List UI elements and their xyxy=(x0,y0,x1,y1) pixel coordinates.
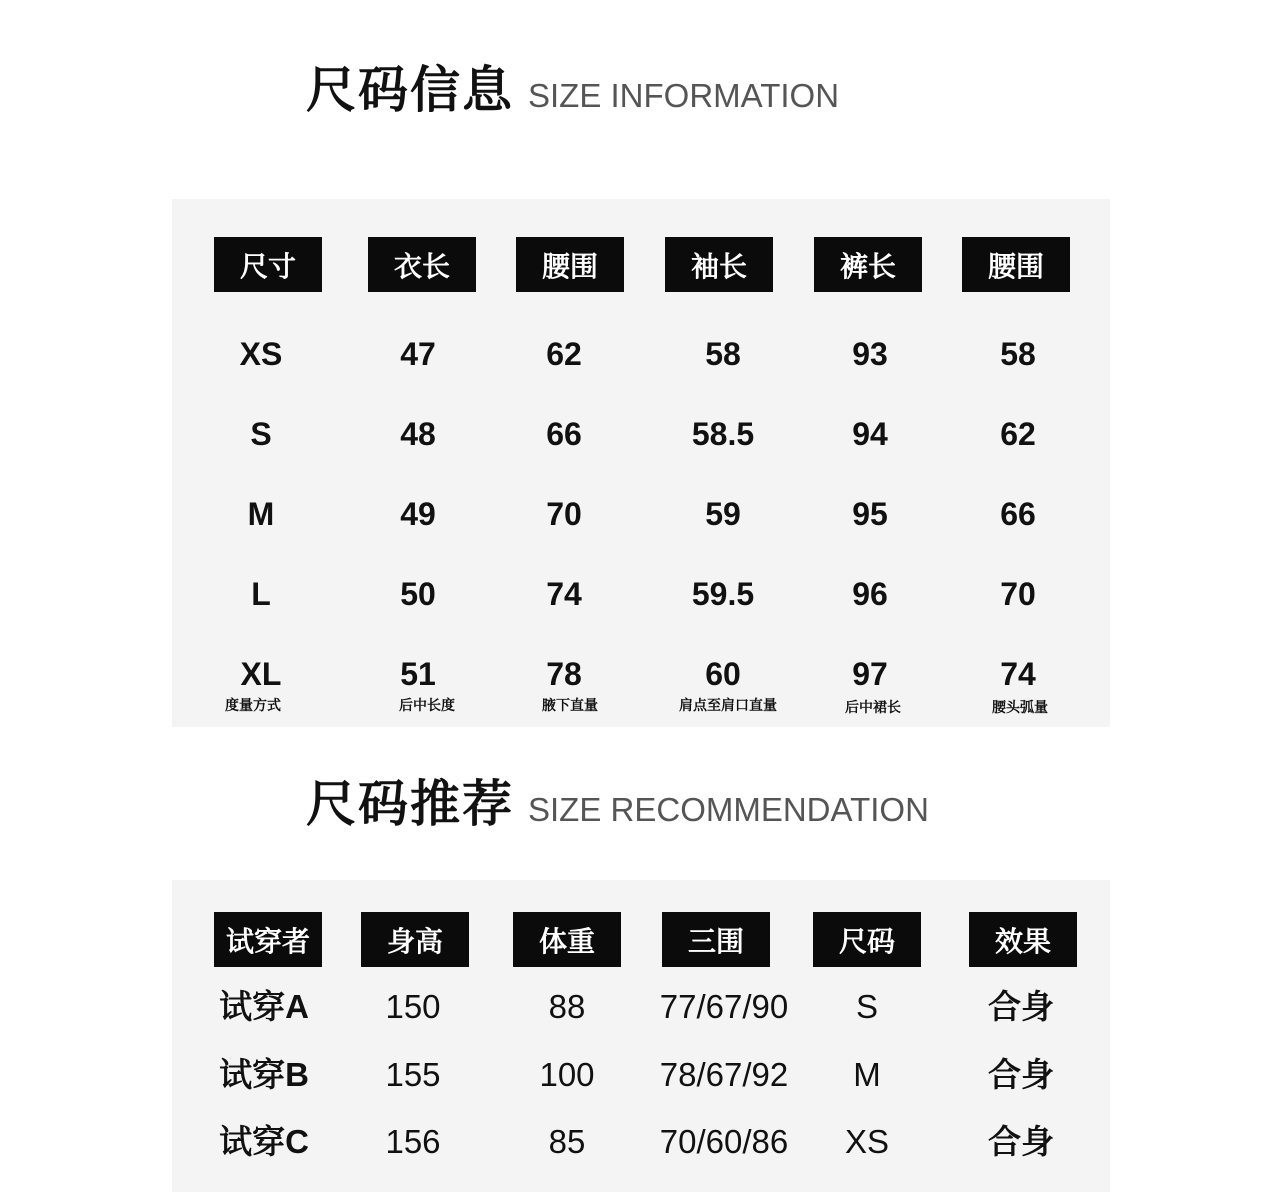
size-info-note: 度量方式 xyxy=(225,698,281,714)
size-info-header-pants-length: 裤长 xyxy=(814,237,922,292)
size-info-cell: 74 xyxy=(1000,656,1036,692)
size-recommend-cell: 试穿A xyxy=(219,988,309,1025)
size-recommend-header-tester: 试穿者 xyxy=(214,912,322,967)
size-info-cell: 48 xyxy=(400,416,436,452)
size-info-cell: M xyxy=(247,496,275,532)
size-info-note: 腰头弧量 xyxy=(992,700,1048,716)
size-info-cell: 66 xyxy=(1000,496,1036,532)
size-recommend-cell: 合身 xyxy=(988,988,1054,1025)
size-info-cell: 51 xyxy=(400,656,436,692)
size-recommend-cell: M xyxy=(853,1056,881,1093)
size-info-cell: 59.5 xyxy=(691,576,755,612)
size-info-title xyxy=(306,50,839,122)
size-info-note: 肩点至肩口直量 xyxy=(679,698,777,714)
size-recommend-cell: XS xyxy=(844,1123,890,1160)
size-info-header-waist: 腰围 xyxy=(516,237,624,292)
size-recommend-cell: 78/67/92 xyxy=(659,1056,789,1093)
size-info-cell: 49 xyxy=(400,496,436,532)
size-recommend-title-cn: 尺码推荐 xyxy=(306,775,514,833)
size-info-cell: 60 xyxy=(705,656,741,692)
size-info-cell: 50 xyxy=(400,576,436,612)
size-info-cell: 74 xyxy=(546,576,582,612)
size-recommend-header-weight: 体重 xyxy=(513,912,621,967)
size-recommend-header-fit: 效果 xyxy=(969,912,1077,967)
size-info-cell: 78 xyxy=(546,656,582,692)
size-recommend-cell: S xyxy=(855,988,878,1025)
size-info-cell: 59 xyxy=(705,496,741,532)
size-info-cell: 95 xyxy=(852,496,888,532)
size-info-title-cn: 尺码信息 xyxy=(306,61,514,119)
size-info-header-size: 尺寸 xyxy=(214,237,322,292)
size-info-note: 后中裙长 xyxy=(845,700,901,716)
size-recommend-cell: 156 xyxy=(385,1123,441,1160)
size-recommend-cell: 150 xyxy=(385,988,441,1025)
size-info-table xyxy=(172,199,1110,727)
size-info-header-sleeve: 袖长 xyxy=(665,237,773,292)
size-recommend-cell: 88 xyxy=(548,988,586,1025)
size-info-note: 后中长度 xyxy=(399,698,455,714)
size-info-note: 腋下直量 xyxy=(542,698,598,714)
size-info-cell: XS xyxy=(239,336,283,372)
size-recommend-cell: 100 xyxy=(539,1056,595,1093)
size-info-cell: 97 xyxy=(852,656,888,692)
size-recommend-header-size: 尺码 xyxy=(813,912,921,967)
size-recommend-cell: 77/67/90 xyxy=(659,988,789,1025)
size-info-header-waist-2: 腰围 xyxy=(962,237,1070,292)
size-info-cell: 66 xyxy=(546,416,582,452)
size-recommend-title xyxy=(306,764,929,836)
size-info-cell: S xyxy=(250,416,272,452)
size-recommend-cell: 85 xyxy=(548,1123,586,1160)
size-info-cell: 47 xyxy=(400,336,436,372)
size-info-cell: 94 xyxy=(852,416,888,452)
size-info-cell: 96 xyxy=(852,576,888,612)
size-recommend-cell: 155 xyxy=(385,1056,441,1093)
size-info-cell: XL xyxy=(240,656,282,692)
size-info-cell: 70 xyxy=(1000,576,1036,612)
size-info-cell: 58 xyxy=(1000,336,1036,372)
size-recommend-cell: 合身 xyxy=(988,1056,1054,1093)
size-info-cell: 70 xyxy=(546,496,582,532)
size-recommend-table xyxy=(172,880,1110,1192)
size-info-cell: 58.5 xyxy=(691,416,755,452)
size-recommend-title-en: SIZE RECOMMENDATION xyxy=(528,791,929,828)
size-info-cell: 93 xyxy=(852,336,888,372)
size-recommend-cell: 合身 xyxy=(988,1123,1054,1160)
size-recommend-cell: 试穿B xyxy=(219,1056,309,1093)
size-info-cell: 62 xyxy=(546,336,582,372)
size-info-header-length: 衣长 xyxy=(368,237,476,292)
size-recommend-cell: 试穿C xyxy=(219,1123,309,1160)
size-info-cell: 58 xyxy=(705,336,741,372)
size-info-cell: 62 xyxy=(1000,416,1036,452)
size-info-title-en: SIZE INFORMATION xyxy=(528,77,840,114)
size-recommend-header-measurements: 三围 xyxy=(662,912,770,967)
size-recommend-cell: 70/60/86 xyxy=(659,1123,789,1160)
size-recommend-header-height: 身高 xyxy=(361,912,469,967)
size-info-cell: L xyxy=(251,576,271,612)
